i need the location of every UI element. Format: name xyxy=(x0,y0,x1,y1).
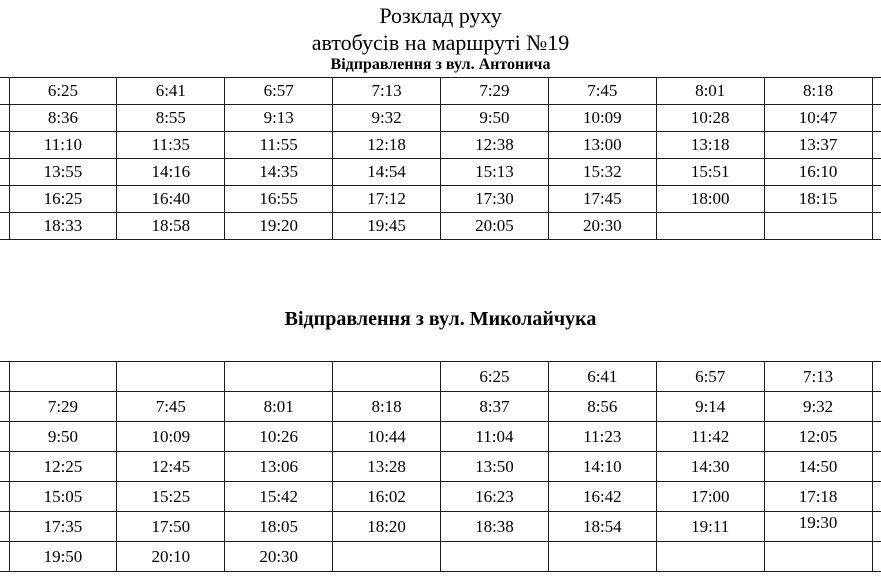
time-cell: 17:18 xyxy=(764,482,872,512)
time-cell: 10:09 xyxy=(548,105,656,132)
time-cell: 20:30 xyxy=(225,542,333,572)
row-margin-spacer xyxy=(0,105,9,132)
table-row xyxy=(0,78,881,105)
time-cell: 16:55 xyxy=(225,186,333,213)
time-cell: 19:11 xyxy=(656,512,764,542)
time-cell: 11:55 xyxy=(225,132,333,159)
row-margin-spacer xyxy=(872,132,881,159)
time-cell: 15:42 xyxy=(225,482,333,512)
table-row xyxy=(0,392,881,422)
time-cell: 18:15 xyxy=(764,186,872,213)
time-cell: 19:50 xyxy=(9,542,117,572)
time-cell: 14:50 xyxy=(764,452,872,482)
row-margin-spacer xyxy=(872,105,881,132)
time-cell: 9:13 xyxy=(225,105,333,132)
row-margin-spacer xyxy=(0,482,9,512)
table-row xyxy=(0,452,881,482)
row-margin-spacer xyxy=(0,78,9,105)
time-cell: 11:04 xyxy=(441,422,549,452)
table-row xyxy=(0,132,881,159)
time-cell xyxy=(117,362,225,392)
time-cell: 11:42 xyxy=(656,422,764,452)
table-row xyxy=(0,213,881,240)
time-cell: 13:18 xyxy=(656,132,764,159)
table-row xyxy=(0,482,881,512)
time-cell xyxy=(656,213,764,240)
time-cell: 8:55 xyxy=(117,105,225,132)
time-cell: 13:00 xyxy=(548,132,656,159)
time-cell: 16:42 xyxy=(548,482,656,512)
row-margin-spacer xyxy=(0,542,9,572)
time-cell: 6:25 xyxy=(441,362,549,392)
time-cell: 8:01 xyxy=(656,78,764,105)
time-cell: 16:40 xyxy=(117,186,225,213)
time-cell: 12:45 xyxy=(117,452,225,482)
table-row xyxy=(0,542,881,572)
time-cell: 17:00 xyxy=(656,482,764,512)
time-cell: 15:13 xyxy=(441,159,549,186)
time-cell: 18:38 xyxy=(441,512,549,542)
row-margin-spacer xyxy=(872,512,881,542)
row-margin-spacer xyxy=(872,362,881,392)
time-cell: 18:05 xyxy=(225,512,333,542)
time-cell: 19:30 xyxy=(764,512,872,542)
time-cell: 8:36 xyxy=(9,105,117,132)
time-cell xyxy=(333,362,441,392)
time-cell: 13:50 xyxy=(441,452,549,482)
time-cell: 11:10 xyxy=(9,132,117,159)
time-cell: 13:55 xyxy=(9,159,117,186)
time-cell: 14:16 xyxy=(117,159,225,186)
time-cell: 10:26 xyxy=(225,422,333,452)
row-margin-spacer xyxy=(872,78,881,105)
row-margin-spacer xyxy=(0,159,9,186)
time-cell: 15:32 xyxy=(548,159,656,186)
table-row xyxy=(0,186,881,213)
time-cell: 7:13 xyxy=(333,78,441,105)
time-cell: 14:10 xyxy=(548,452,656,482)
time-cell: 18:33 xyxy=(9,213,117,240)
time-cell: 7:13 xyxy=(764,362,872,392)
time-cell: 17:50 xyxy=(117,512,225,542)
time-cell: 6:57 xyxy=(225,78,333,105)
time-cell: 8:37 xyxy=(441,392,549,422)
schedule-title-line2: автобусів на маршруті №19 xyxy=(311,30,570,55)
time-cell xyxy=(548,542,656,572)
row-margin-spacer xyxy=(872,186,881,213)
time-cell: 9:32 xyxy=(333,105,441,132)
time-cell: 12:25 xyxy=(9,452,117,482)
row-margin-spacer xyxy=(872,542,881,572)
time-cell: 20:30 xyxy=(548,213,656,240)
time-cell: 6:25 xyxy=(9,78,117,105)
time-cell: 6:57 xyxy=(656,362,764,392)
time-cell: 7:45 xyxy=(117,392,225,422)
row-margin-spacer xyxy=(0,362,9,392)
table-row xyxy=(0,362,881,392)
time-cell: 16:10 xyxy=(764,159,872,186)
time-cell: 9:14 xyxy=(656,392,764,422)
time-cell: 17:45 xyxy=(548,186,656,213)
time-cell: 12:05 xyxy=(764,422,872,452)
row-margin-spacer xyxy=(0,132,9,159)
time-cell: 18:54 xyxy=(548,512,656,542)
time-cell: 15:51 xyxy=(656,159,764,186)
time-cell: 20:05 xyxy=(441,213,549,240)
table-row xyxy=(0,512,881,542)
row-margin-spacer xyxy=(872,422,881,452)
table-heading-antonycha: Відправлення з вул. Антонича xyxy=(330,56,551,73)
row-margin-spacer xyxy=(872,213,881,240)
time-cell: 7:29 xyxy=(9,392,117,422)
row-margin-spacer xyxy=(872,392,881,422)
time-cell: 6:41 xyxy=(548,362,656,392)
time-cell: 13:28 xyxy=(333,452,441,482)
time-cell: 19:20 xyxy=(225,213,333,240)
row-margin-spacer xyxy=(0,186,9,213)
time-cell: 12:38 xyxy=(441,132,549,159)
time-cell xyxy=(764,213,872,240)
time-cell: 16:02 xyxy=(333,482,441,512)
time-cell: 10:28 xyxy=(656,105,764,132)
row-margin-spacer xyxy=(0,422,9,452)
row-margin-spacer xyxy=(872,452,881,482)
time-cell: 10:44 xyxy=(333,422,441,452)
time-cell xyxy=(9,362,117,392)
time-cell: 16:25 xyxy=(9,186,117,213)
time-cell: 18:00 xyxy=(656,186,764,213)
time-cell: 9:50 xyxy=(9,422,117,452)
time-cell xyxy=(656,542,764,572)
time-cell: 11:23 xyxy=(548,422,656,452)
page-title xyxy=(0,2,881,56)
schedule-title-line1: Розклад руху xyxy=(379,3,502,28)
time-cell: 8:01 xyxy=(225,392,333,422)
time-cell: 18:20 xyxy=(333,512,441,542)
time-cell xyxy=(225,362,333,392)
time-cell: 14:35 xyxy=(225,159,333,186)
table-row xyxy=(0,159,881,186)
table-row xyxy=(0,422,881,452)
time-cell: 7:29 xyxy=(441,78,549,105)
time-cell: 6:41 xyxy=(117,78,225,105)
departure-table-mykolaichuka xyxy=(0,361,881,572)
time-cell: 8:18 xyxy=(764,78,872,105)
row-margin-spacer xyxy=(0,213,9,240)
time-cell: 11:35 xyxy=(117,132,225,159)
time-cell: 17:35 xyxy=(9,512,117,542)
row-margin-spacer xyxy=(0,392,9,422)
time-cell: 20:10 xyxy=(117,542,225,572)
row-margin-spacer xyxy=(0,512,9,542)
time-cell: 8:56 xyxy=(548,392,656,422)
time-cell: 15:05 xyxy=(9,482,117,512)
time-cell: 12:18 xyxy=(333,132,441,159)
time-cell: 13:06 xyxy=(225,452,333,482)
row-margin-spacer xyxy=(872,482,881,512)
time-cell: 19:45 xyxy=(333,213,441,240)
time-cell: 7:45 xyxy=(548,78,656,105)
time-cell: 14:30 xyxy=(656,452,764,482)
time-cell: 13:37 xyxy=(764,132,872,159)
time-cell: 18:58 xyxy=(117,213,225,240)
time-cell: 17:12 xyxy=(333,186,441,213)
time-cell: 16:23 xyxy=(441,482,549,512)
time-cell: 14:54 xyxy=(333,159,441,186)
time-cell: 17:30 xyxy=(441,186,549,213)
time-cell: 8:18 xyxy=(333,392,441,422)
departure-table-antonycha xyxy=(0,77,881,240)
time-cell: 10:09 xyxy=(117,422,225,452)
time-cell: 9:50 xyxy=(441,105,549,132)
time-cell: 15:25 xyxy=(117,482,225,512)
table-heading-mykolaichuka: Відправлення з вул. Миколайчука xyxy=(284,308,597,330)
time-cell: 9:32 xyxy=(764,392,872,422)
time-cell: 10:47 xyxy=(764,105,872,132)
row-margin-spacer xyxy=(0,452,9,482)
time-cell xyxy=(333,542,441,572)
table-row xyxy=(0,105,881,132)
time-cell xyxy=(764,542,872,572)
row-margin-spacer xyxy=(872,159,881,186)
time-cell xyxy=(441,542,549,572)
